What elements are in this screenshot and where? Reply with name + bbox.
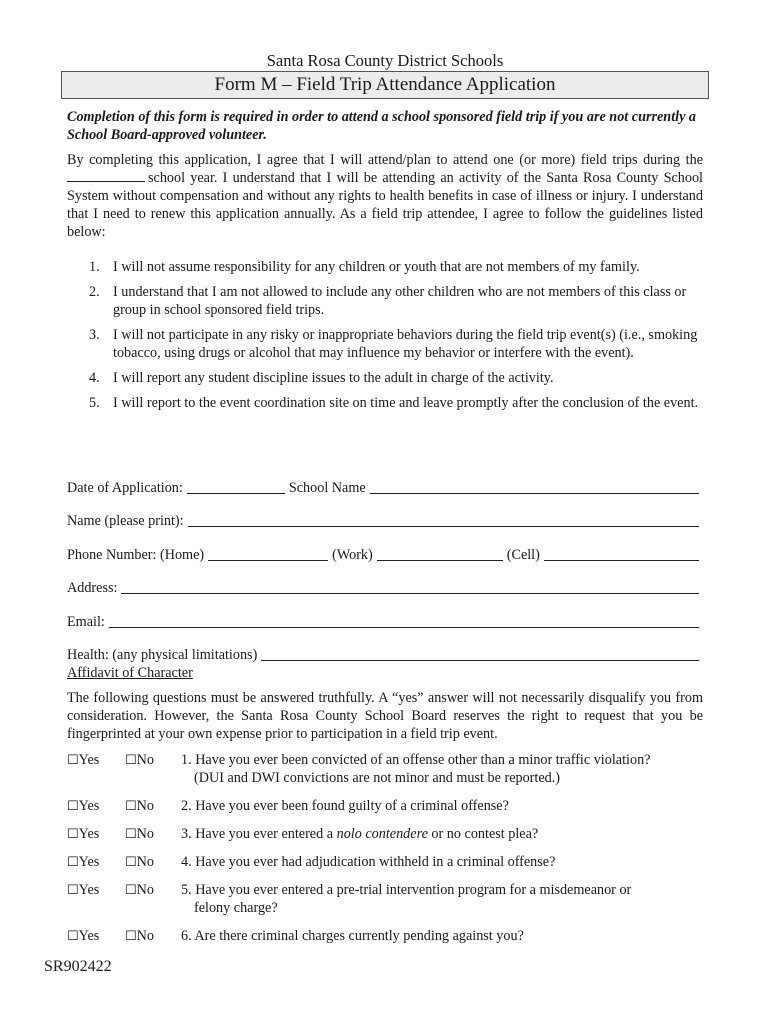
question-text [181, 881, 703, 917]
no-checkbox[interactable] [125, 853, 154, 872]
guideline-number: 3. [89, 327, 100, 343]
guideline-item [67, 394, 703, 412]
school-name-field[interactable] [370, 479, 699, 494]
guideline-text: I will not assume responsibility for any children or youth that are not members of my family. [113, 259, 640, 275]
address-row [67, 564, 703, 598]
no-label: No [136, 752, 154, 768]
question-text [181, 927, 703, 945]
checkbox-icon: ☐ [67, 753, 79, 768]
question-text [181, 825, 703, 843]
question-text [181, 797, 703, 815]
question-row [67, 881, 703, 927]
guideline-number: 2. [89, 284, 100, 300]
question-row [67, 797, 703, 825]
date-field[interactable] [187, 479, 285, 494]
question-line: 1. Have you ever been convicted of an offense other than a minor traffic violation? [181, 752, 651, 768]
question-text [181, 751, 703, 787]
yes-checkbox[interactable] [67, 881, 99, 900]
checkbox-icon: ☐ [67, 799, 79, 814]
form-title: Form M – Field Trip Attendance Application [61, 71, 709, 99]
no-label: No [136, 928, 154, 944]
cell-phone-field[interactable] [544, 546, 699, 561]
address-field[interactable] [121, 579, 699, 594]
name-label: Name (please print): [67, 513, 184, 529]
checkbox-icon: ☐ [67, 883, 79, 898]
checkbox-icon: ☐ [125, 799, 137, 814]
agreement-paragraph [67, 151, 703, 241]
guideline-text: I will report to the event coordination site on time and leave promptly after the conclusion of the event. [113, 395, 699, 411]
applicant-fields [67, 463, 703, 664]
question-row [67, 853, 703, 881]
checkbox-icon: ☐ [67, 855, 79, 870]
question-line: 2. Have you ever been found guilty of a criminal offense? [181, 798, 509, 814]
affidavit-questions [67, 751, 703, 949]
guideline-number: 1. [89, 259, 100, 275]
email-label: Email: [67, 613, 105, 630]
guidelines-list [67, 258, 703, 419]
name-field[interactable] [188, 512, 699, 527]
yes-label: Yes [78, 798, 100, 814]
yes-label: Yes [78, 752, 100, 768]
guideline-number: 4. [89, 370, 100, 386]
checkbox-icon: ☐ [125, 855, 137, 870]
question-line: 6. Are there criminal charges currently pending against you? [181, 928, 524, 944]
affidavit-heading: Affidavit of Character [67, 665, 193, 681]
date-school-row [67, 463, 703, 497]
question-line-end: or no contest plea? [427, 826, 539, 842]
yes-label: Yes [78, 882, 100, 898]
no-label: No [136, 854, 154, 870]
guideline-text: I will not participate in any risky or inappropriate behaviors during the field trip event(s) (i.e., smoking tobacco, using drugs or alcohol that may influence my behavior or interfere with the event). [113, 327, 698, 361]
guideline-number: 5. [89, 395, 100, 411]
guideline-item [67, 369, 703, 387]
yes-label: Yes [78, 854, 100, 870]
no-checkbox[interactable] [125, 797, 154, 816]
yes-checkbox[interactable] [67, 797, 99, 816]
no-label: No [136, 826, 154, 842]
no-checkbox[interactable] [125, 751, 154, 770]
checkbox-icon: ☐ [125, 883, 137, 898]
address-label: Address: [67, 580, 118, 596]
form-code: SR902422 [44, 958, 112, 975]
question-text [181, 853, 703, 871]
checkbox-icon: ☐ [67, 929, 79, 944]
checkbox-icon: ☐ [125, 929, 137, 944]
question-row [67, 825, 703, 853]
no-checkbox[interactable] [125, 881, 154, 900]
question-row [67, 751, 703, 797]
school-year-blank[interactable] [67, 169, 145, 182]
email-row [67, 597, 703, 631]
district-name: Santa Rosa County District Schools [266, 51, 504, 70]
checkbox-icon: ☐ [125, 827, 137, 842]
checkbox-icon: ☐ [125, 753, 137, 768]
guideline-item [67, 326, 703, 362]
yes-label: Yes [78, 928, 100, 944]
question-line: 3. Have you ever entered a [181, 826, 337, 842]
school-label: School Name [288, 479, 366, 496]
question-line: 4. Have you ever had adjudication withheld in a criminal offense? [181, 854, 556, 870]
guideline-text: I understand that I am not allowed to include any other children who are not members of this class or group in school sponsored field trips. [113, 284, 687, 318]
yes-checkbox[interactable] [67, 825, 99, 844]
health-field[interactable] [261, 646, 699, 661]
health-label: Health: (any physical limitations) [67, 647, 258, 663]
intro-notice: Completion of this form is required in order to attend a school sponsored field trip if you are not currently a School Board-approved volunteer. [67, 109, 697, 143]
question-line-2: (DUI and DWI convictions are not minor and must be reported.) [194, 770, 561, 786]
health-row [67, 631, 703, 665]
question-row [67, 927, 703, 949]
no-checkbox[interactable] [125, 927, 154, 946]
work-phone-label: (Work) [332, 546, 373, 563]
date-label: Date of Application: [67, 479, 183, 496]
guideline-item [67, 258, 703, 276]
agreement-text-start: By completing this application, I agree that I will attend/plan to attend one (or more) field trips during the [67, 152, 703, 168]
no-checkbox[interactable] [125, 825, 154, 844]
agreement-text-end: school year. I understand that I will be attending an activity of the Santa Rosa County School System without compensation and without any rights to health benefits in case of illness or injury. I understand that I need to renew this application annually. As a field trip attendee, I agree to follow the guidelines listed below: [67, 170, 703, 240]
question-emphasis: nolo contendere [336, 826, 428, 842]
question-line: 5. Have you ever entered a pre-trial intervention program for a misdemeanor or [181, 882, 632, 898]
yes-label: Yes [78, 826, 100, 842]
yes-checkbox[interactable] [67, 927, 99, 946]
no-label: No [136, 798, 154, 814]
cell-phone-label: (Cell) [506, 546, 540, 563]
no-label: No [136, 882, 154, 898]
yes-checkbox[interactable] [67, 751, 99, 770]
checkbox-icon: ☐ [67, 827, 79, 842]
affidavit-text: The following questions must be answered truthfully. A “yes” answer will not necessarily disqualify you from consideration. However, the Santa Rosa County School Board reserves the right to request that you be fingerprinted at your own expense prior to participation in a field trip event. [67, 690, 703, 742]
name-row [67, 497, 703, 531]
home-phone-field[interactable] [208, 546, 328, 561]
phone-row [67, 530, 703, 564]
work-phone-field[interactable] [377, 546, 503, 561]
guideline-item [67, 283, 703, 319]
email-field[interactable] [109, 613, 699, 628]
yes-checkbox[interactable] [67, 853, 99, 872]
guideline-text: I will report any student discipline issues to the adult in charge of the activity. [113, 370, 554, 386]
home-phone-label: Phone Number: (Home) [67, 546, 205, 563]
question-line-2: felony charge? [194, 900, 278, 916]
